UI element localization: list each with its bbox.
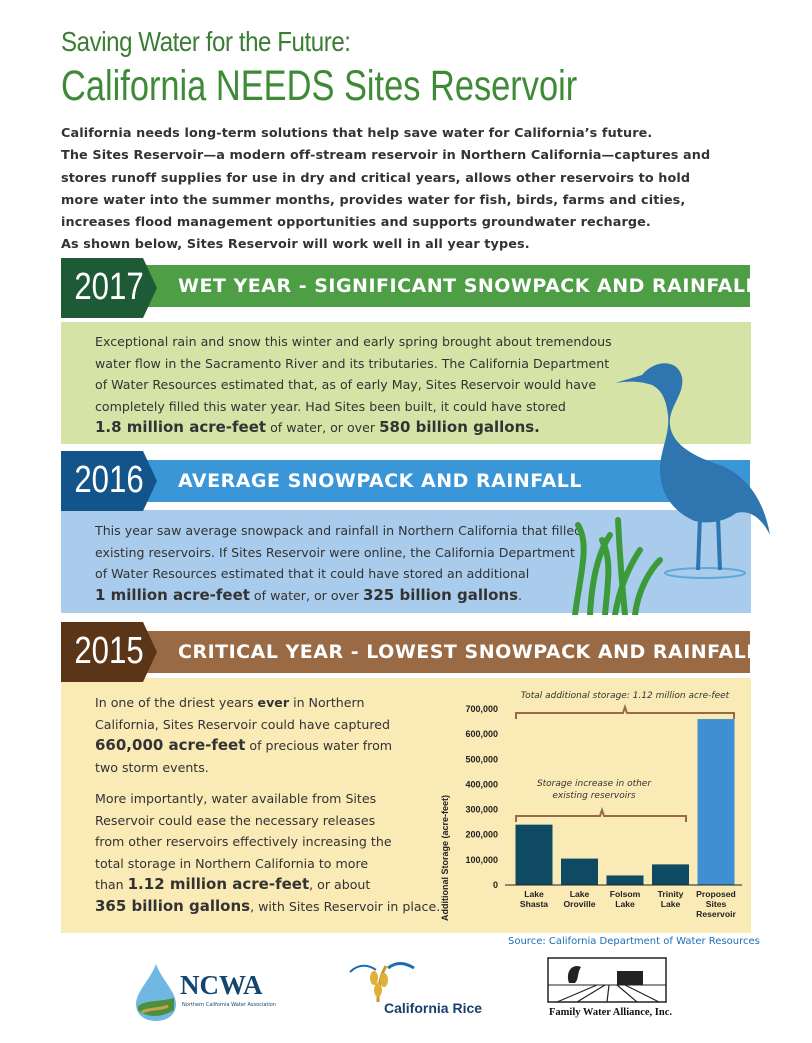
text-line: two storm events. — [95, 759, 209, 775]
text-line: of Water Resources estimated that it could have stored an additional — [95, 566, 530, 581]
text-line: This year saw average snowpack and rainfall in Northern California that filled — [95, 523, 583, 538]
text-line: Reservoir could ease the necessary releases — [95, 812, 376, 828]
highlight-gallons: 325 billion gallons — [362, 585, 519, 604]
source-credit: Source: California Department of Water Resources — [508, 936, 760, 947]
emphasis-ever: ever — [257, 695, 290, 710]
farm-field-icon — [547, 957, 667, 1003]
storage-bar-chart — [430, 683, 750, 928]
family-water-alliance-logo — [547, 957, 672, 1023]
california-rice-wordmark: California Rice — [384, 1000, 483, 1016]
family-water-alliance-wordmark: Family Water Alliance, Inc. — [549, 1007, 672, 1018]
chart-title: Total additional storage: 1.12 million acre-feet — [520, 691, 730, 701]
highlight-acre-feet: 660,000 acre-feet — [95, 736, 246, 754]
annotation-line-1: Storage increase in other — [536, 779, 652, 789]
y-tick-label: 0 — [492, 880, 498, 890]
text-fragment: of water, or over — [266, 420, 380, 435]
text-fragment: . — [518, 587, 523, 603]
text-line: from other reservoirs effectively increasing the — [95, 834, 392, 849]
intro-paragraph — [61, 123, 781, 257]
text-fragment: of water, or over — [249, 587, 363, 603]
intro-line: more water into the summer months, provides water for fish, birds, farms and cities, — [61, 192, 686, 208]
ncwa-subtitle: Northern California Water Association — [182, 1002, 276, 1008]
section-2015-paragraph-2 — [95, 788, 440, 917]
bars — [516, 719, 735, 885]
y-tick-label: 500,000 — [465, 754, 498, 765]
category-label: Lake — [569, 889, 590, 899]
section-2017-text — [95, 331, 612, 439]
page-subtitle: Saving Water for the Future: — [61, 26, 351, 57]
category-label: Folsom — [609, 889, 641, 899]
california-rice-logo — [348, 958, 483, 1018]
bar — [652, 864, 689, 885]
rice-stalk-icon — [348, 958, 418, 1002]
text-line — [95, 692, 392, 714]
text-fragment: , with Sites Reservoir in place. — [250, 898, 441, 914]
bar — [561, 859, 598, 885]
section-2015-band — [80, 631, 759, 673]
category-label: Sites — [705, 899, 727, 909]
intro-line: The Sites Reservoir—a modern off-stream reservoir in Northern California—captures and — [61, 148, 711, 164]
y-tick-label: 600,000 — [465, 729, 498, 740]
section-2016-text — [95, 520, 582, 606]
y-ticks — [465, 704, 498, 890]
year-2016-label: 2016 — [74, 459, 144, 501]
bar — [516, 825, 553, 885]
text-line — [95, 896, 440, 918]
text-line — [95, 417, 612, 439]
intro-line: stores runoff supplies for use in dry and critical years, allows other reservoirs to hold — [61, 170, 691, 186]
text-line: of Water Resources estimated that, as of early May, Sites Reservoir would have — [95, 377, 597, 392]
section-2017-band — [80, 265, 759, 307]
y-tick-label: 100,000 — [465, 854, 498, 865]
ncwa-wordmark: NCWA — [180, 970, 263, 1000]
text-line: California, Sites Reservoir could have captured — [95, 716, 391, 732]
intro-line: increases flood management opportunities and supports groundwater recharge. — [61, 215, 651, 231]
text-fragment: of precious water from — [245, 738, 393, 753]
text-line: More importantly, water available from Sites — [95, 791, 377, 806]
y-axis-label: Additional Storage (acre-feet) — [440, 794, 450, 922]
section-2015-paragraph-1 — [95, 692, 392, 778]
section-2015-heading: CRITICAL YEAR - LOWEST SNOWPACK AND RAINFALL — [178, 641, 759, 663]
bar — [698, 719, 735, 885]
y-tick-label: 200,000 — [465, 829, 498, 840]
intro-line: California needs long-term solutions that help save water for California’s future. — [61, 126, 653, 141]
category-label: Lake — [524, 889, 544, 899]
water-drop-icon — [132, 962, 180, 1022]
y-tick-label: 400,000 — [465, 779, 498, 790]
highlight-acre-feet: 1.12 million acre-feet — [127, 875, 310, 893]
existing-bracket — [516, 810, 686, 822]
text-line — [95, 735, 392, 757]
year-2015-label: 2015 — [74, 630, 144, 672]
ncwa-logo — [132, 962, 282, 1022]
category-label: Reservoir — [696, 909, 736, 919]
section-2017-heading: WET YEAR - SIGNIFICANT SNOWPACK AND RAINFALL — [178, 275, 759, 297]
category-label: Proposed — [696, 889, 736, 899]
category-label: Shasta — [519, 899, 549, 909]
text-line: water flow in the Sacramento River and its tributaries. The California Department — [95, 355, 610, 371]
text-fragment: than — [95, 877, 128, 892]
highlight-gallons: 365 billion gallons — [95, 896, 251, 915]
text-fragment: In one of the driest years — [95, 695, 258, 710]
text-line — [95, 874, 440, 896]
category-labels — [520, 889, 737, 919]
highlight-acre-feet: 1 million acre-feet — [95, 585, 250, 604]
text-line — [95, 585, 582, 607]
year-tab-2017-label-wrap — [61, 258, 157, 318]
highlight-gallons: 580 billion gallons. — [379, 418, 540, 436]
text-line: completely filled this water year. Had Sites been built, it could have stored — [95, 398, 566, 414]
year-tab-2016-label-wrap — [61, 451, 157, 511]
text-line: existing reservoirs. If Sites Reservoir were online, the California Department — [95, 544, 575, 560]
annotation-line-2: existing reservoirs — [552, 791, 636, 801]
year-2017-label: 2017 — [74, 266, 144, 308]
highlight-acre-feet: 1.8 million acre-feet — [95, 418, 267, 436]
intro-line: As shown below, Sites Reservoir will work well in all year types. — [61, 237, 530, 253]
text-fragment: , or about — [309, 877, 371, 892]
text-line: total storage in Northern California to more — [95, 855, 369, 871]
category-label: Lake — [660, 899, 681, 909]
text-fragment: in Northern — [289, 695, 365, 710]
total-bracket — [516, 707, 734, 719]
page-title: California NEEDS Sites Reservoir — [61, 62, 578, 110]
category-label: Oroville — [563, 899, 596, 909]
text-line: Exceptional rain and snow this winter and early spring brought about tremendous — [95, 334, 612, 349]
y-tick-label: 700,000 — [465, 704, 498, 714]
section-2016-heading: AVERAGE SNOWPACK AND RAINFALL — [178, 470, 582, 492]
heron-illustration — [560, 345, 790, 615]
y-tick-label: 300,000 — [465, 804, 498, 815]
year-tab-2015-label-wrap — [61, 622, 157, 682]
bar — [607, 875, 644, 885]
category-label: Lake — [615, 899, 635, 909]
category-label: Trinity — [657, 889, 684, 899]
